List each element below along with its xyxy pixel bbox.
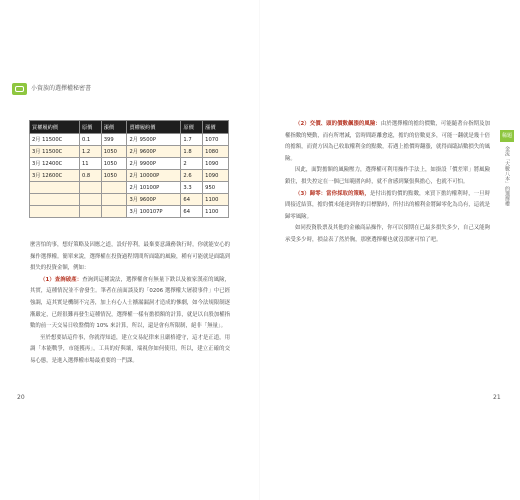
highlight-label: （1）查詢破產： — [40, 276, 83, 283]
page-number-left: 20 — [17, 394, 25, 401]
table-cell: 1070 — [203, 134, 229, 146]
table-cell: 11 — [79, 158, 101, 170]
table-row — [30, 194, 229, 206]
table-cell: 399 — [101, 134, 127, 146]
table-cell: 950 — [203, 182, 229, 194]
table-cell: 1090 — [203, 158, 229, 170]
table-cell: 0.1 — [79, 134, 101, 146]
table-cell: 64 — [181, 206, 203, 218]
paragraph — [285, 119, 490, 165]
table-cell: 1.7 — [181, 134, 203, 146]
paragraph — [30, 275, 230, 333]
table-row — [30, 206, 229, 218]
table-header-cell: 漲價 — [101, 121, 127, 134]
paragraph-text: 查詢到這種說法，選擇權會有無量下跌以及被家漢產的風險，其實，這種情況並不會發生。筆者在前面談及的「0206 選擇權大屠殺事件」中已經強調，這其實是機制不完善，加上有心人士擴漏漏洞才造成的慘劇，如今法規限制逐漸嚴定，已經很難再發生這種情況，選擇權一樣有擔損額的計算，就是以自股加權指數的前一天交易日收盤價的 10% 來計算，所以，還是會有所限制，絕非「無量」。 — [30, 276, 230, 330]
table-cell: 3.3 — [181, 182, 203, 194]
left-page-body — [30, 240, 230, 368]
highlight-label: （3）歸零：當你採取的策略， — [295, 190, 370, 197]
paragraph: 麼害怕的事，想好策略及因應之道，設好停利，最棄要意識務執行時，你就能安心的操作選擇權。簡單來說，選擇權在投資過程期間所面臨的風險，種有可能就是面臨到損失的投資金額，例如： — [30, 242, 230, 272]
table-cell — [101, 194, 127, 206]
chapter-icon — [12, 83, 27, 95]
table-header-cell: 漲價 — [203, 121, 229, 134]
table-row — [30, 158, 229, 170]
table-cell: 1100 — [203, 206, 229, 218]
table-cell: 3月 100107P — [127, 206, 181, 218]
chat-bubble-icon — [15, 86, 24, 92]
table-cell: 2月 11500C — [30, 134, 80, 146]
highlight-label: （2）交價、頭的價數飆漲的風險： — [295, 121, 381, 127]
table-cell — [79, 182, 101, 194]
table-row — [30, 146, 229, 158]
chapter-side-title: 金流「大數八本」的選擇權 — [504, 146, 510, 206]
table-cell: 1.8 — [181, 146, 203, 158]
table-cell: 3月 12600C — [30, 170, 80, 182]
table-cell: 3月 11500C — [30, 146, 80, 158]
table-cell: 3月 12400C — [30, 158, 80, 170]
paragraph: 因此，面對擔額的風險壓力，選擇權可利用操作手法上，如掛設「價差單」將風險鎖住，損失控定在一個已知範圍內時，就不會感到緊張與擔心，也就不可怕。 — [285, 167, 490, 185]
paragraph — [285, 189, 490, 224]
table-cell: 2月 9900P — [127, 158, 181, 170]
table-row — [30, 182, 229, 194]
table-header-row — [30, 121, 229, 134]
table-cell: 1050 — [101, 170, 127, 182]
table-cell — [101, 206, 127, 218]
book-spine — [259, 0, 260, 500]
table-header-cell: 原價 — [79, 121, 101, 134]
table-cell — [30, 182, 80, 194]
table-cell: 1100 — [203, 194, 229, 206]
table-cell: 2月 9500P — [127, 134, 181, 146]
table-row — [30, 134, 229, 146]
table-cell: 2月 10100P — [127, 182, 181, 194]
table-cell: 2 — [181, 158, 203, 170]
table-cell — [30, 194, 80, 206]
table-cell — [30, 206, 80, 218]
table-cell: 2月 9600P — [127, 146, 181, 158]
table-cell: 1080 — [203, 146, 229, 158]
table-header-cell: 買權履約價 — [30, 121, 80, 134]
table-cell — [101, 182, 127, 194]
paragraph-text: 是付出擔約價的點數，來買下擔約權利時，一旦時間接近結算，擔約價未能達到你的目標點時，所付出的權利金將歸零化為烏有，這就是歸零風險。 — [285, 190, 490, 220]
table-row — [30, 170, 229, 182]
table-header-cell: 原價 — [181, 121, 203, 134]
paragraph: 如同投資股票及其他的金融商品操作，你可以預期在已最多損失多少，自己又能夠承受多少時，損益表了然於胸，那麼選擇權也就沒那麼可怕了吧。 — [285, 225, 490, 243]
table-cell: 1090 — [203, 170, 229, 182]
table-cell: 0.8 — [79, 170, 101, 182]
table-cell: 2.6 — [181, 170, 203, 182]
right-page-body — [285, 119, 490, 247]
table-cell: 3月 9600P — [127, 194, 181, 206]
table-header-cell: 賣權履約價 — [127, 121, 181, 134]
table-cell: 1050 — [101, 146, 127, 158]
table-cell: 64 — [181, 194, 203, 206]
chapter-side-tab: 稀題 — [500, 130, 514, 142]
page-number-right: 21 — [493, 394, 501, 401]
options-price-table — [29, 120, 229, 218]
table-cell: 2月 10000P — [127, 170, 181, 182]
table-cell — [79, 206, 101, 218]
paragraph-text: 由於選擇權的擔約價數，可能隨著台指期及加權指數的變動，而有所增減，當時間距離愈遠，擔約的倍數更多，可能一翻就是幾十倍的擔額，而賣方因為已收取權利金的點數，若遇上擔價時翻漲，就得面臨結數損失的風險。 — [285, 121, 490, 162]
table-cell — [79, 194, 101, 206]
table-cell: 1050 — [101, 158, 127, 170]
table-cell: 1.2 — [79, 146, 101, 158]
running-header: 小資族的選擇權秘密書 — [31, 85, 92, 92]
paragraph: 至於想要結這件事，你就得知道，建立交易紀律來且嚴格遵守，這才是正道，用調「本能戰爭，市能獲再」，工具的好與壞，端視你如何使用，所以，建立正確的交易心態，是進入選擇權市場最重要的一門課。 — [30, 334, 230, 364]
